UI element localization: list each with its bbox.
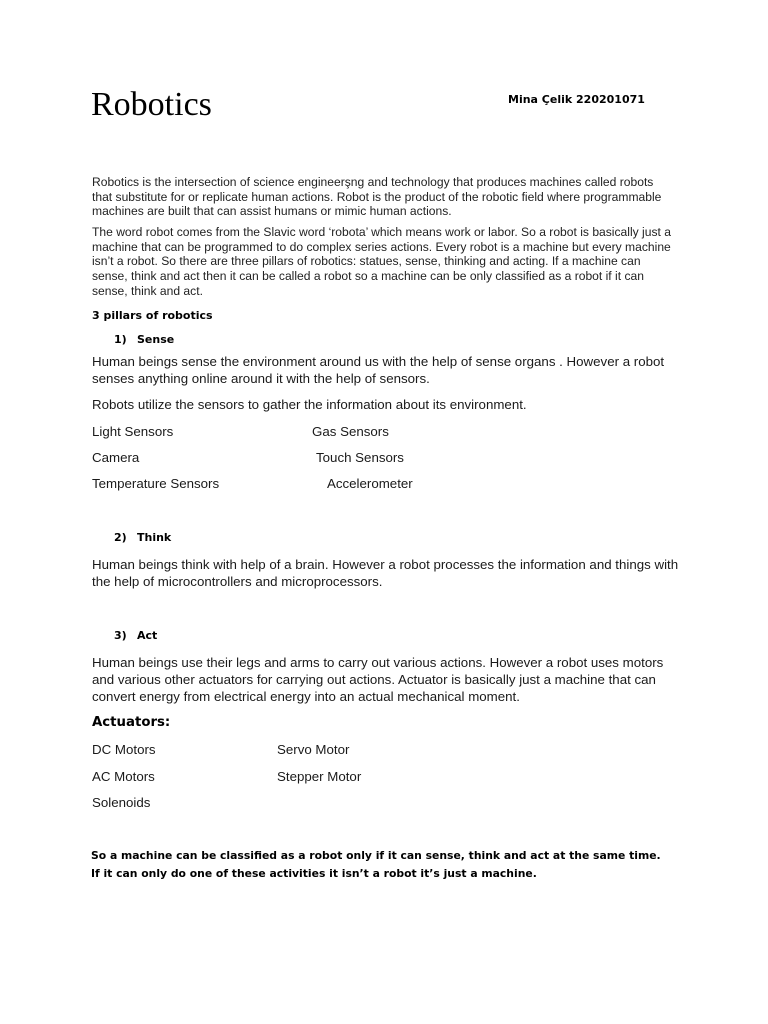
actuator-item: Solenoids <box>92 795 151 810</box>
pillars-heading: 3 pillars of robotics <box>92 309 213 322</box>
sensor-item: Camera <box>92 450 140 465</box>
actuators-heading: Actuators: <box>92 715 171 730</box>
section-number: 1) <box>114 333 127 346</box>
section-number: 2) <box>114 531 127 544</box>
actuator-item: Servo Motor <box>277 742 350 757</box>
section-number: 3) <box>114 629 127 642</box>
section-heading-act: Act <box>137 629 158 642</box>
act-paragraph: Human beings use their legs and arms to carry out various actions. However a robot uses motors and various other actuators for carrying out actions. Actuator is basically just a machine that can convert energy from electrical energy into an actual mechanical moment. <box>92 655 664 704</box>
think-paragraph: Human beings think with help of a brain. However a robot processes the information and things with the help of microcontrollers and microprocessors. <box>92 557 679 589</box>
section-heading-think: Think <box>137 531 172 544</box>
sensor-item: Temperature Sensors <box>92 476 220 491</box>
sense-paragraph: Robots utilize the sensors to gather the information about its environment. <box>92 397 527 412</box>
sensor-item: Accelerometer <box>327 476 413 491</box>
sensor-item: Gas Sensors <box>312 424 389 439</box>
sensor-item: Touch Sensors <box>316 450 404 465</box>
document-title: Robotics <box>91 86 212 123</box>
actuator-item: DC Motors <box>92 742 156 757</box>
intro-paragraph: Robotics is the intersection of science engineerşng and technology that produces machines called robots that substitute for or replicate human actions. Robot is the product of the robotic field where programmable machines are built that can assist humans or mimic human actions. <box>92 175 662 219</box>
section-heading-sense: Sense <box>137 333 175 346</box>
actuator-item: AC Motors <box>92 769 155 784</box>
sense-paragraph: Human beings sense the environment around us with the help of sense organs . However a robot senses anything online around it with the help of sensors. <box>92 354 665 386</box>
actuator-item: Stepper Motor <box>277 769 362 784</box>
conclusion-paragraph: So a machine can be classified as a robot only if it can sense, think and act at the same time. If it can only do one of these activities it isn’t a robot it’s just a machine. <box>91 849 661 880</box>
sensor-item: Light Sensors <box>92 424 174 439</box>
author-line: Mina Çelik 220201071 <box>508 93 645 106</box>
intro-paragraph: The word robot comes from the Slavic word ‘robota’ which means work or labor. So a robot is basically just a machine that can be programmed to do complex series actions. Every robot is a machine but every machine isn’t a robot. So there are three pillars of robotics: statues, sense, thinking and acting. If a machine can sense, think and act then it can be called a robot so a machine can be only classified as a robot if it can sense, think and act. <box>92 225 671 298</box>
